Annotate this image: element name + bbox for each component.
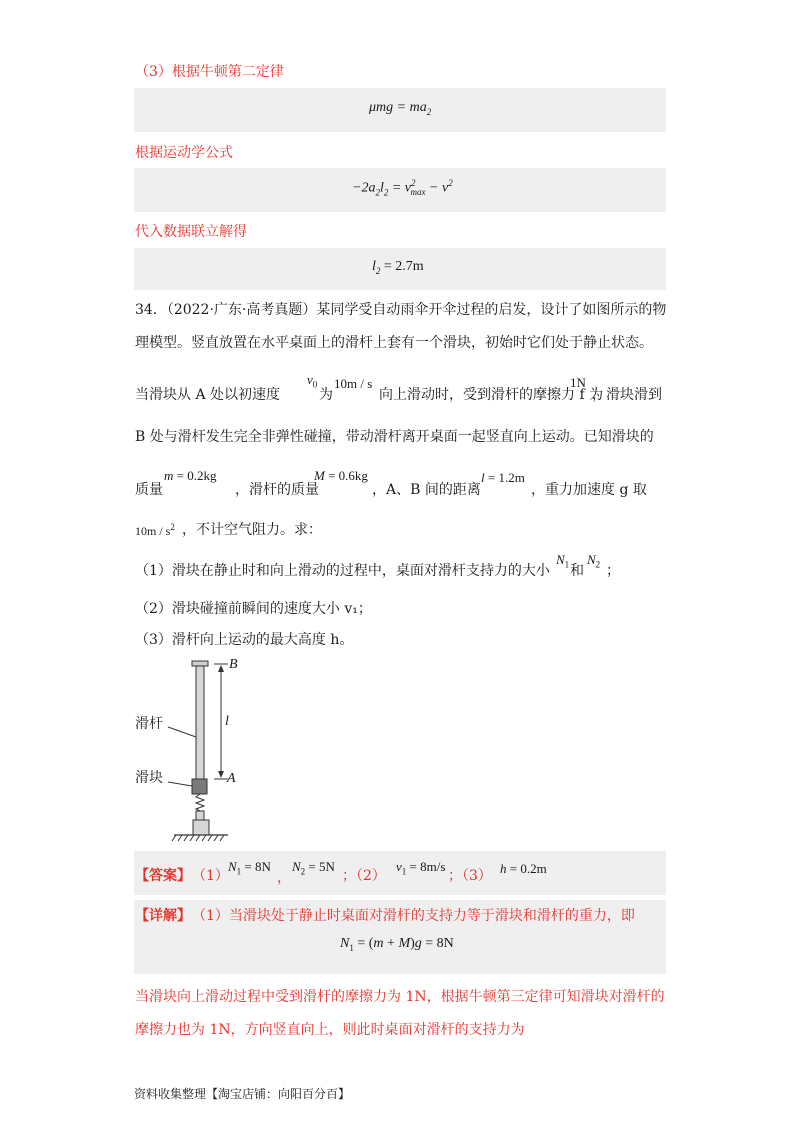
kinematics-label: 根据运动学公式	[135, 145, 233, 161]
detail-equation: $N_1 = (m + M)g = 8N$	[340, 936, 454, 953]
value-distance-l: l = 1.2m	[481, 470, 525, 485]
answer-comma: ，	[277, 870, 291, 886]
value-mass-rod: M = 0.6kg	[314, 468, 368, 483]
problem-line-5a: 质量	[135, 482, 163, 498]
step3-label: （3）根据牛顿第二定律	[135, 64, 284, 80]
problem-line-3a: 当滑块从 A 处以初速度	[135, 387, 281, 403]
equation-box-2	[134, 168, 666, 212]
symbol-v0: $v_0$	[307, 372, 318, 390]
answer-tag: 【答案】	[135, 868, 191, 884]
equation-box-3	[134, 248, 666, 290]
value-gravity: $10m / s^2$	[135, 522, 175, 538]
value-v0: 10m / s	[334, 376, 373, 391]
question-1-and: 和	[570, 563, 584, 579]
detail-tag: 【详解】	[135, 908, 191, 924]
value-friction: 1N	[570, 375, 586, 390]
answer-N1: $N_1 = 8N$	[228, 859, 271, 877]
answer-h: h = 0.2m	[500, 861, 547, 876]
answer-N2: $N_2 = 5N$	[292, 859, 335, 877]
equation-result-l2: $l_2 = 2.7m$	[372, 259, 424, 276]
symbol-N1: $N_1$	[556, 552, 570, 570]
problem-line-3b: 为	[319, 387, 333, 403]
answer-part1: （1）	[192, 868, 229, 884]
equation-newton-second-law: $\mu mg = ma_2$	[369, 100, 432, 117]
problem-line-1: 34．（2022·广东·高考真题）某同学受自动雨伞开伞过程的启发，设计了如图所示的物	[135, 302, 667, 318]
detail-text: （1）当滑块处于静止时桌面对滑杆的支持力等于滑块和滑杆的重力，即	[192, 908, 635, 924]
answer-part3: ；（3）	[448, 868, 492, 884]
problem-line-3d: ，滑块滑到	[592, 387, 662, 403]
problem-line-6: ，不计空气阻力。求：	[182, 522, 322, 538]
problem-line-2: 理模型。竖直放置在水平桌面上的滑杆上套有一个滑块，初始时它们处于静止状态。	[135, 335, 653, 351]
equation-box-1	[134, 88, 666, 132]
rod-block-diagram	[130, 655, 260, 845]
problem-line-5c: ，A、B 间的距离	[372, 482, 481, 498]
question-2: （2）滑块碰撞前瞬间的速度大小 v₁；	[135, 601, 372, 617]
footer-text: 资料收集整理【淘宝店铺：向阳百分百】	[134, 1087, 351, 1101]
problem-line-5d: ，重力加速度 g 取	[531, 482, 647, 498]
label-rod: 滑杆	[135, 716, 163, 732]
answer-v1: $v_1 = 8m/s$	[396, 859, 446, 877]
label-B: B	[229, 657, 238, 672]
solve-label: 代入数据联立解得	[135, 224, 247, 240]
label-l: l	[225, 714, 229, 729]
problem-line-3c: 向上滑动时，受到滑杆的摩擦力 f 为	[379, 387, 604, 403]
symbol-N2: $N_2$	[587, 552, 601, 570]
value-mass-block: m = 0.2kg	[164, 468, 217, 483]
question-1: （1）滑块在静止时和向上滑动的过程中，桌面对滑杆支持力的大小	[135, 563, 550, 579]
label-A: A	[227, 771, 236, 786]
answer-part2: ；（2）	[342, 868, 386, 884]
problem-line-4: B 处与滑杆发生完全非弹性碰撞，带动滑杆离开桌面一起竖直向上运动。已知滑块的	[135, 429, 654, 445]
question-1-end: ；	[606, 563, 620, 579]
problem-line-5b: ，滑杆的质量	[235, 482, 319, 498]
detail-paragraph-line-1: 当滑块向上滑动过程中受到滑杆的摩擦力为 1N，根据牛顿第三定律可知滑块对滑杆的	[135, 989, 665, 1005]
detail-paragraph-line-2: 摩擦力也为 1N，方向竖直向上，则此时桌面对滑杆的支持力为	[135, 1022, 525, 1038]
label-block: 滑块	[135, 770, 163, 786]
equation-kinematics: $-2a_2l_2 = v^2_{max} - v^2$	[352, 178, 453, 198]
question-3: （3）滑杆向上运动的最大高度 h。	[135, 632, 354, 648]
